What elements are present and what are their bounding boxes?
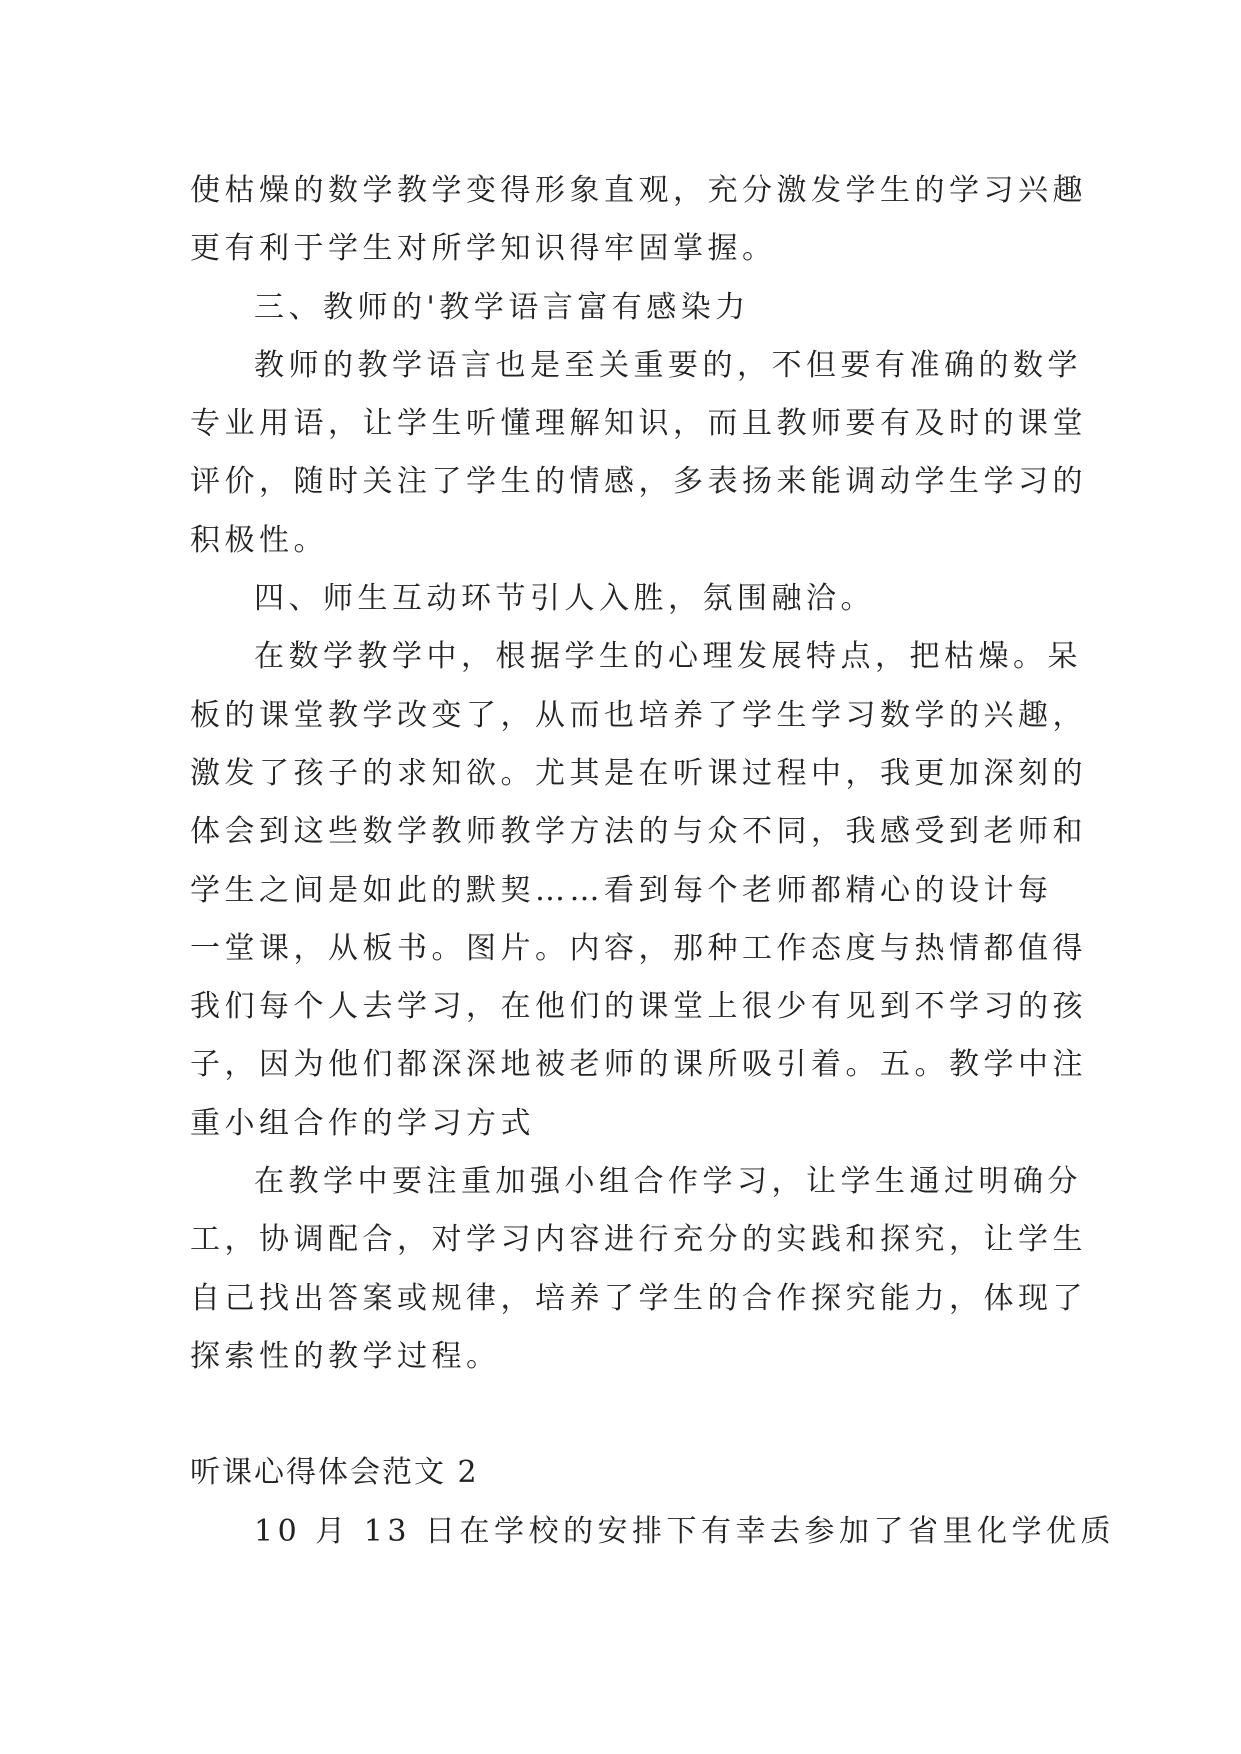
text-line: 10 月 13 日在学校的安排下有幸去参加了省里化学优质 (254, 1513, 1115, 1549)
text-line: 使枯燥的数学教学变得形象直观，充分激发学生的学习兴趣 (190, 173, 1087, 208)
heading-4: 四、师生互动环节引人入胜，氛围融洽。 (254, 581, 875, 617)
text-line: 积极性。 (190, 522, 328, 558)
heading-3: 三、教师的'教学语言富有感染力 (254, 289, 750, 325)
text-line: 一堂课，从板书。图片。内容，那种工作态度与热情都值得 (190, 930, 1087, 966)
text-line: 板的课堂教学改变了，从而也培养了学生学习数学的兴趣， (190, 697, 1087, 733)
text-line: 子，因为他们都深深地被老师的课所吸引着。五。教学中注 (190, 1047, 1087, 1083)
text-line: 自己找出答案或规律，培养了学生的合作探究能力，体现了 (190, 1280, 1087, 1316)
text-line: 专业用语，让学生听懂理解知识，而且教师要有及时的课堂 (190, 406, 1087, 442)
text-line: 体会到这些数学教师教学方法的与众不同，我感受到老师和 (190, 814, 1087, 850)
text-line: 工，协调配合，对学习内容进行充分的实践和探究，让学生 (190, 1222, 1087, 1258)
text-line: 重小组合作的学习方式 (190, 1105, 535, 1141)
text-line: 教师的教学语言也是至关重要的，不但要有准确的数学 (254, 347, 1082, 383)
document-body (190, 162, 1115, 1561)
text-line: 在教学中要注重加强小组合作学习，让学生通过明确分 (254, 1164, 1082, 1200)
text-line: 激发了孩子的求知欲。尤其是在听课过程中，我更加深刻的 (190, 755, 1087, 791)
text-line: 更有利于学生对所学知识得牢固掌握。 (190, 231, 777, 267)
text-line: 在数学教学中，根据学生的心理发展特点，把枯燥。呆 (254, 639, 1082, 675)
section-gap (190, 1386, 1070, 1444)
section-title: 听课心得体会范文 2 (190, 1455, 479, 1491)
text-line: 学生之间是如此的默契……看到每个老师都精心的设计每 (190, 872, 1053, 908)
text-line: 探索性的教学过程。 (190, 1338, 501, 1374)
text-line: 我们每个人去学习，在他们的课堂上很少有见到不学习的孩 (190, 989, 1087, 1025)
text-line: 评价，随时关注了学生的情感，多表扬来能调动学生学习的 (190, 464, 1087, 500)
